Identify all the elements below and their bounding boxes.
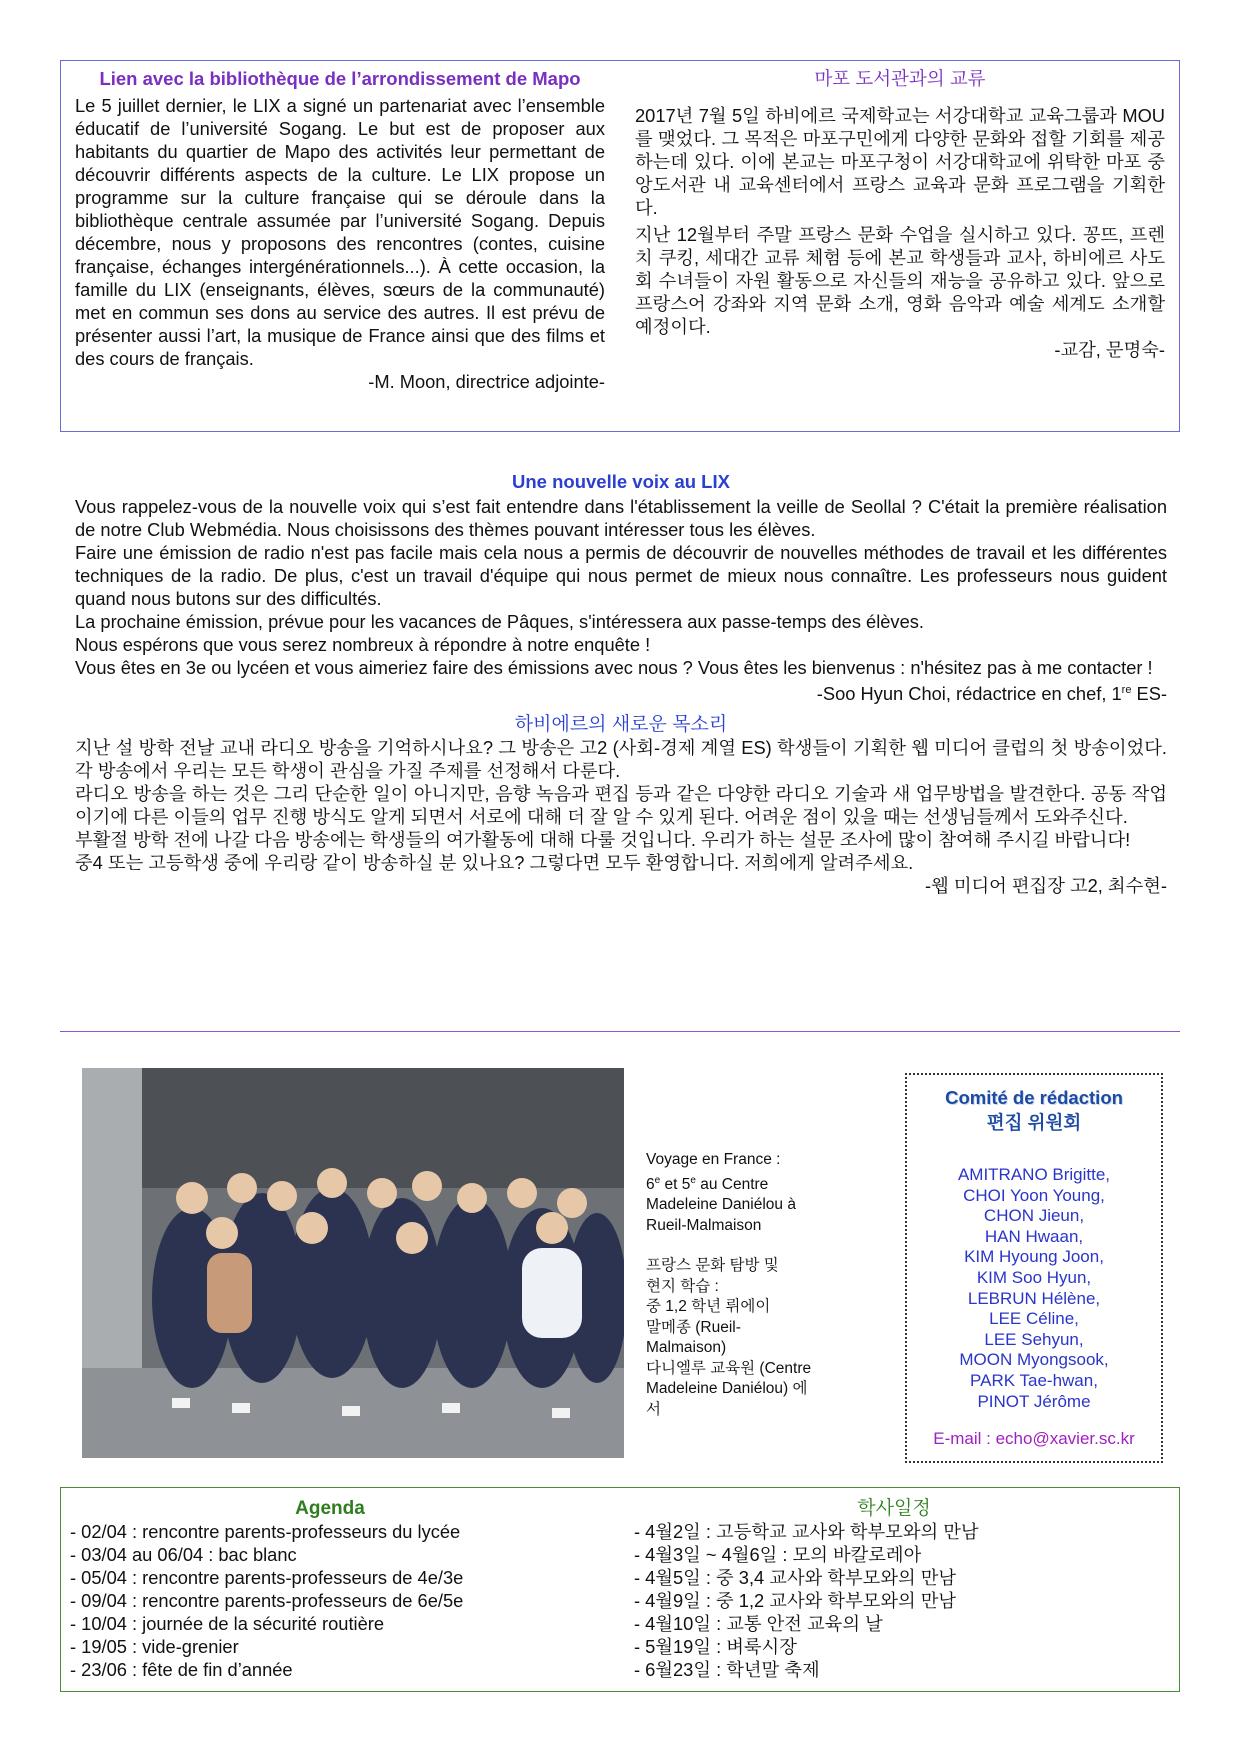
mapo-title-ko: 마포 도서관과의 교류 (814, 68, 986, 89)
committee-title-fr: Comité de rédaction (945, 1087, 1123, 1108)
webmedia-ko-line-2: 라디오 방송을 하는 것은 그리 단순한 일이 아니지만, 음향 녹음과 편집 등과 같은 다양한 라디오 기술과 새 업무방법을 발견한다. 공동 작업이기에 다른 이들의 업무 진행 방식도 알게 되면서 서로에 대해 더 잘 알 수 있게 된다. 어려운 점이 있을 때는 선생님들께서 도와주신다. (75, 783, 1167, 828)
caption-ko-line-1: 프랑스 문화 탐방 및 (646, 1257, 779, 1275)
caption-sup-2: e (690, 1174, 696, 1186)
webmedia-title-ko: 하비에르의 새로운 목소리 (514, 714, 728, 736)
committee-title-ko: 편집 위원회 (986, 1112, 1082, 1133)
caption-grade-5: et 5 (660, 1175, 691, 1193)
caption-grade-6: 6 (646, 1175, 655, 1193)
caption-ko-line-3: 중 1,2 학년 뤼에이 (646, 1298, 771, 1316)
caption-fr-line-2 (646, 1171, 816, 1196)
committee-name: PARK Tae-hwan, (970, 1370, 1098, 1390)
agenda-item-fr: - 09/04 : rencontre parents-professeurs de 6e/5e (70, 1590, 464, 1611)
caption-fr-line-1: Voyage en France : (646, 1151, 781, 1168)
webmedia-fr-line-1: Vous rappelez-vous de la nouvelle voix qui s’est fait entendre dans l'établissement la veille de Seollal ? C'était la première réalisation de notre Club Webmédia. Nous choisissons des thèmes pouvant intéresser tous les élèves. (75, 496, 1167, 540)
agenda-item-ko: - 5월19일 : 벼룩시장 (634, 1636, 797, 1657)
committee-names (907, 1165, 1161, 1412)
agenda-item-ko: - 4월2일 : 고등학교 교사와 학부모와의 만남 (634, 1521, 979, 1542)
mapo-signature-fr: -M. Moon, directrice adjointe- (368, 371, 605, 392)
signature-fr-text: -Soo Hyun Choi, rédactrice en chef, 1 (816, 683, 1122, 705)
committee-name: AMITRANO Brigitte, (957, 1165, 1111, 1184)
agenda-title-fr: Agenda (295, 1498, 365, 1519)
mapo-title-fr: Lien avec la bibliothèque de l’arrondissement de Mapo (99, 68, 581, 89)
signature-fr-tail: ES- (1131, 683, 1167, 705)
webmedia-ko-line-4: 중4 또는 고등학생 중에 우리랑 같이 방송하실 분 있나요? 그렇다면 모두 환영합니다. 저희에게 알려주세요. (75, 852, 914, 874)
photo-caption (646, 1150, 816, 1420)
agenda-item-ko: - 4월5일 : 중 3,4 교사와 학부모와의 만남 (634, 1567, 957, 1588)
webmedia-fr-line-2: Faire une émission de radio n'est pas facile mais cela nous a permis de découvrir de nouvelles méthodes de travail et les différentes techniques de la radio. De plus, c'est un travail d'équipe qui nous permet de mieux nous connaître. Les professeurs nous guident quand nous butons sur des difficultés. (75, 542, 1167, 609)
mapo-signature-ko: -교감, 문명숙- (1054, 339, 1165, 360)
caption-fr-line-4: Rueil-Malmaison (646, 1216, 762, 1234)
webmedia-fr-line-4: Nous espérons que vous serez nombreux à répondre à notre enquête ! (75, 634, 651, 655)
committee-name: LEE Céline, (989, 1309, 1079, 1329)
caption-sup-1: e (654, 1174, 661, 1186)
agenda-item-ko: - 4월10일 : 교통 안전 교육의 날 (634, 1613, 883, 1634)
caption-centre: au Centre (695, 1175, 769, 1193)
mapo-article-ko (635, 67, 1165, 361)
committee-name: KIM Hyoung Joon, (964, 1247, 1104, 1267)
caption-spacer (646, 1236, 816, 1256)
webmedia-fr-line-5: Vous êtes en 3e ou lycéen et vous aimeriez faire des émissions avec nous ? Vous êtes les bienvenus : n'hésitez pas à me contacter ! (75, 657, 1153, 678)
group-photo (82, 1068, 624, 1458)
webmedia-ko-line-1: 지난 설 방학 전날 교내 라디오 방송을 기억하시나요? 그 방송은 고2 (사회-경제 계열 ES) 학생들이 기획한 웹 미디어 클럽의 첫 방송이었다. 각 방송에서 우리는 모든 학생이 관심을 가질 주제를 선정해서 다룬다. (75, 737, 1167, 782)
committee-name: HAN Hwaan, (984, 1226, 1084, 1246)
committee-name: CHON Jieun, (983, 1206, 1085, 1226)
committee-name: LEBRUN Hélène, (967, 1288, 1101, 1308)
agenda-fr (70, 1497, 590, 1681)
webmedia-ko-line-3: 부활절 방학 전에 나갈 다음 방송에는 학생들의 여가활동에 대해 다룰 것입니다. 우리가 하는 설문 조사에 많이 참여해 주시길 바랍니다! (75, 829, 1131, 851)
committee-email[interactable]: E-mail : echo@xavier.sc.kr (933, 1429, 1135, 1449)
group-photo-illustration (82, 1068, 624, 1458)
mapo-body-ko-p2: 지난 12월부터 주말 프랑스 문화 수업을 실시하고 있다. 꽁뜨, 프렌치 쿠킹, 세대간 교류 체험 등에 본교 학생들과 교사, 하비에르 사도회 수녀들이 자원 활동으로 자신들의 재능을 공유하고 있다. 앞으로 프랑스어 강좌와 지역 문화 소개, 영화 음악과 예술 세계도 소개할 예정이다. (635, 224, 1165, 337)
webmedia-signature-fr (75, 679, 1167, 705)
webmedia-fr-line-3: La prochaine émission, prévue pour les vacances de Pâques, s'intéressera aux passe-temps des élèves. (75, 611, 924, 632)
editorial-committee-box (905, 1073, 1163, 1463)
agenda-item-fr: - 02/04 : rencontre parents-professeurs du lycée (70, 1521, 461, 1542)
caption-ko-line-5: 다니엘루 교육원 (Centre (646, 1359, 812, 1377)
committee-name: MOON Myongsook, (959, 1350, 1109, 1370)
committee-name: KIM Soo Hyun, (976, 1267, 1092, 1287)
agenda-item-fr: - 23/06 : fête de fin d’année (70, 1659, 293, 1680)
signature-fr-sup: re (1121, 684, 1132, 696)
mapo-body-ko-p1: 2017년 7월 5일 하비에르 국제학교는 서강대학교 교육그룹과 MOU를 맺었다. 그 목적은 마포구민에게 다양한 문화와 접할 기회를 제공하는데 있다. 이에 본교는 마포구청이 서강대학교에 위탁한 마포 중앙도서관 내 교육센터에서 프랑스 교육과 문화 프로그램을 기획한다. (635, 105, 1165, 218)
caption-ko-line-6: Madeleine Daniélou) 에서 (646, 1380, 808, 1418)
agenda-ko (634, 1497, 1154, 1681)
webmedia-article (75, 470, 1167, 897)
agenda-item-ko: - 6월23일 : 학년말 축제 (634, 1659, 820, 1680)
caption-ko-line-4: 말메종 (Rueil-Malmaison) (646, 1318, 741, 1357)
caption-fr-line-3: Madeleine Daniélou à (646, 1196, 796, 1214)
agenda-item-fr: - 19/05 : vide-grenier (70, 1636, 239, 1657)
committee-name: PINOT Jérôme (977, 1391, 1091, 1411)
mapo-article-fr (75, 67, 605, 393)
agenda-item-fr: - 05/04 : rencontre parents-professeurs de 4e/3e (70, 1567, 464, 1588)
section-divider (60, 1031, 1180, 1032)
committee-name: CHOI Yoon Young, (963, 1185, 1105, 1205)
agenda-item-ko: - 4월9일 : 중 1,2 교사와 학부모와의 만남 (634, 1590, 957, 1611)
webmedia-title-fr: Une nouvelle voix au LIX (512, 471, 730, 492)
mapo-body-fr: Le 5 juillet dernier, le LIX a signé un partenariat avec l’ensemble éducatif de l’université Sogang. Le but est de proposer aux habitants du quartier de Mapo des activités leur permettant de découvrir différents aspects de la culture. Le LIX propose un programme sur la culture française qui se déroule dans la bibliothèque centrale assumée par l’université Sogang. Depuis décembre, nous y proposons des rencontres (contes, cuisine française, échanges intergénérationnels...). À cette occasion, la famille du LIX (enseignants, élèves, sœurs de la communauté) met en commun ses dons au service des autres. Il est prévu de présenter aussi l’art, la musique de France ainsi que des films et des cours de français. (75, 95, 605, 369)
agenda-title-ko: 학사일정 (857, 1498, 931, 1519)
agenda-item-ko: - 4월3일 ~ 4월6일 : 모의 바칼로레아 (634, 1544, 922, 1565)
agenda-item-fr: - 10/04 : journée de la sécurité routière (70, 1613, 385, 1634)
webmedia-signature-ko: -웹 미디어 편집장 고2, 최수현- (925, 875, 1167, 897)
agenda-item-fr: - 03/04 au 06/04 : bac blanc (70, 1544, 297, 1565)
committee-name: LEE Sehyun, (984, 1329, 1084, 1349)
caption-ko-line-2: 현지 학습 : (646, 1277, 719, 1295)
